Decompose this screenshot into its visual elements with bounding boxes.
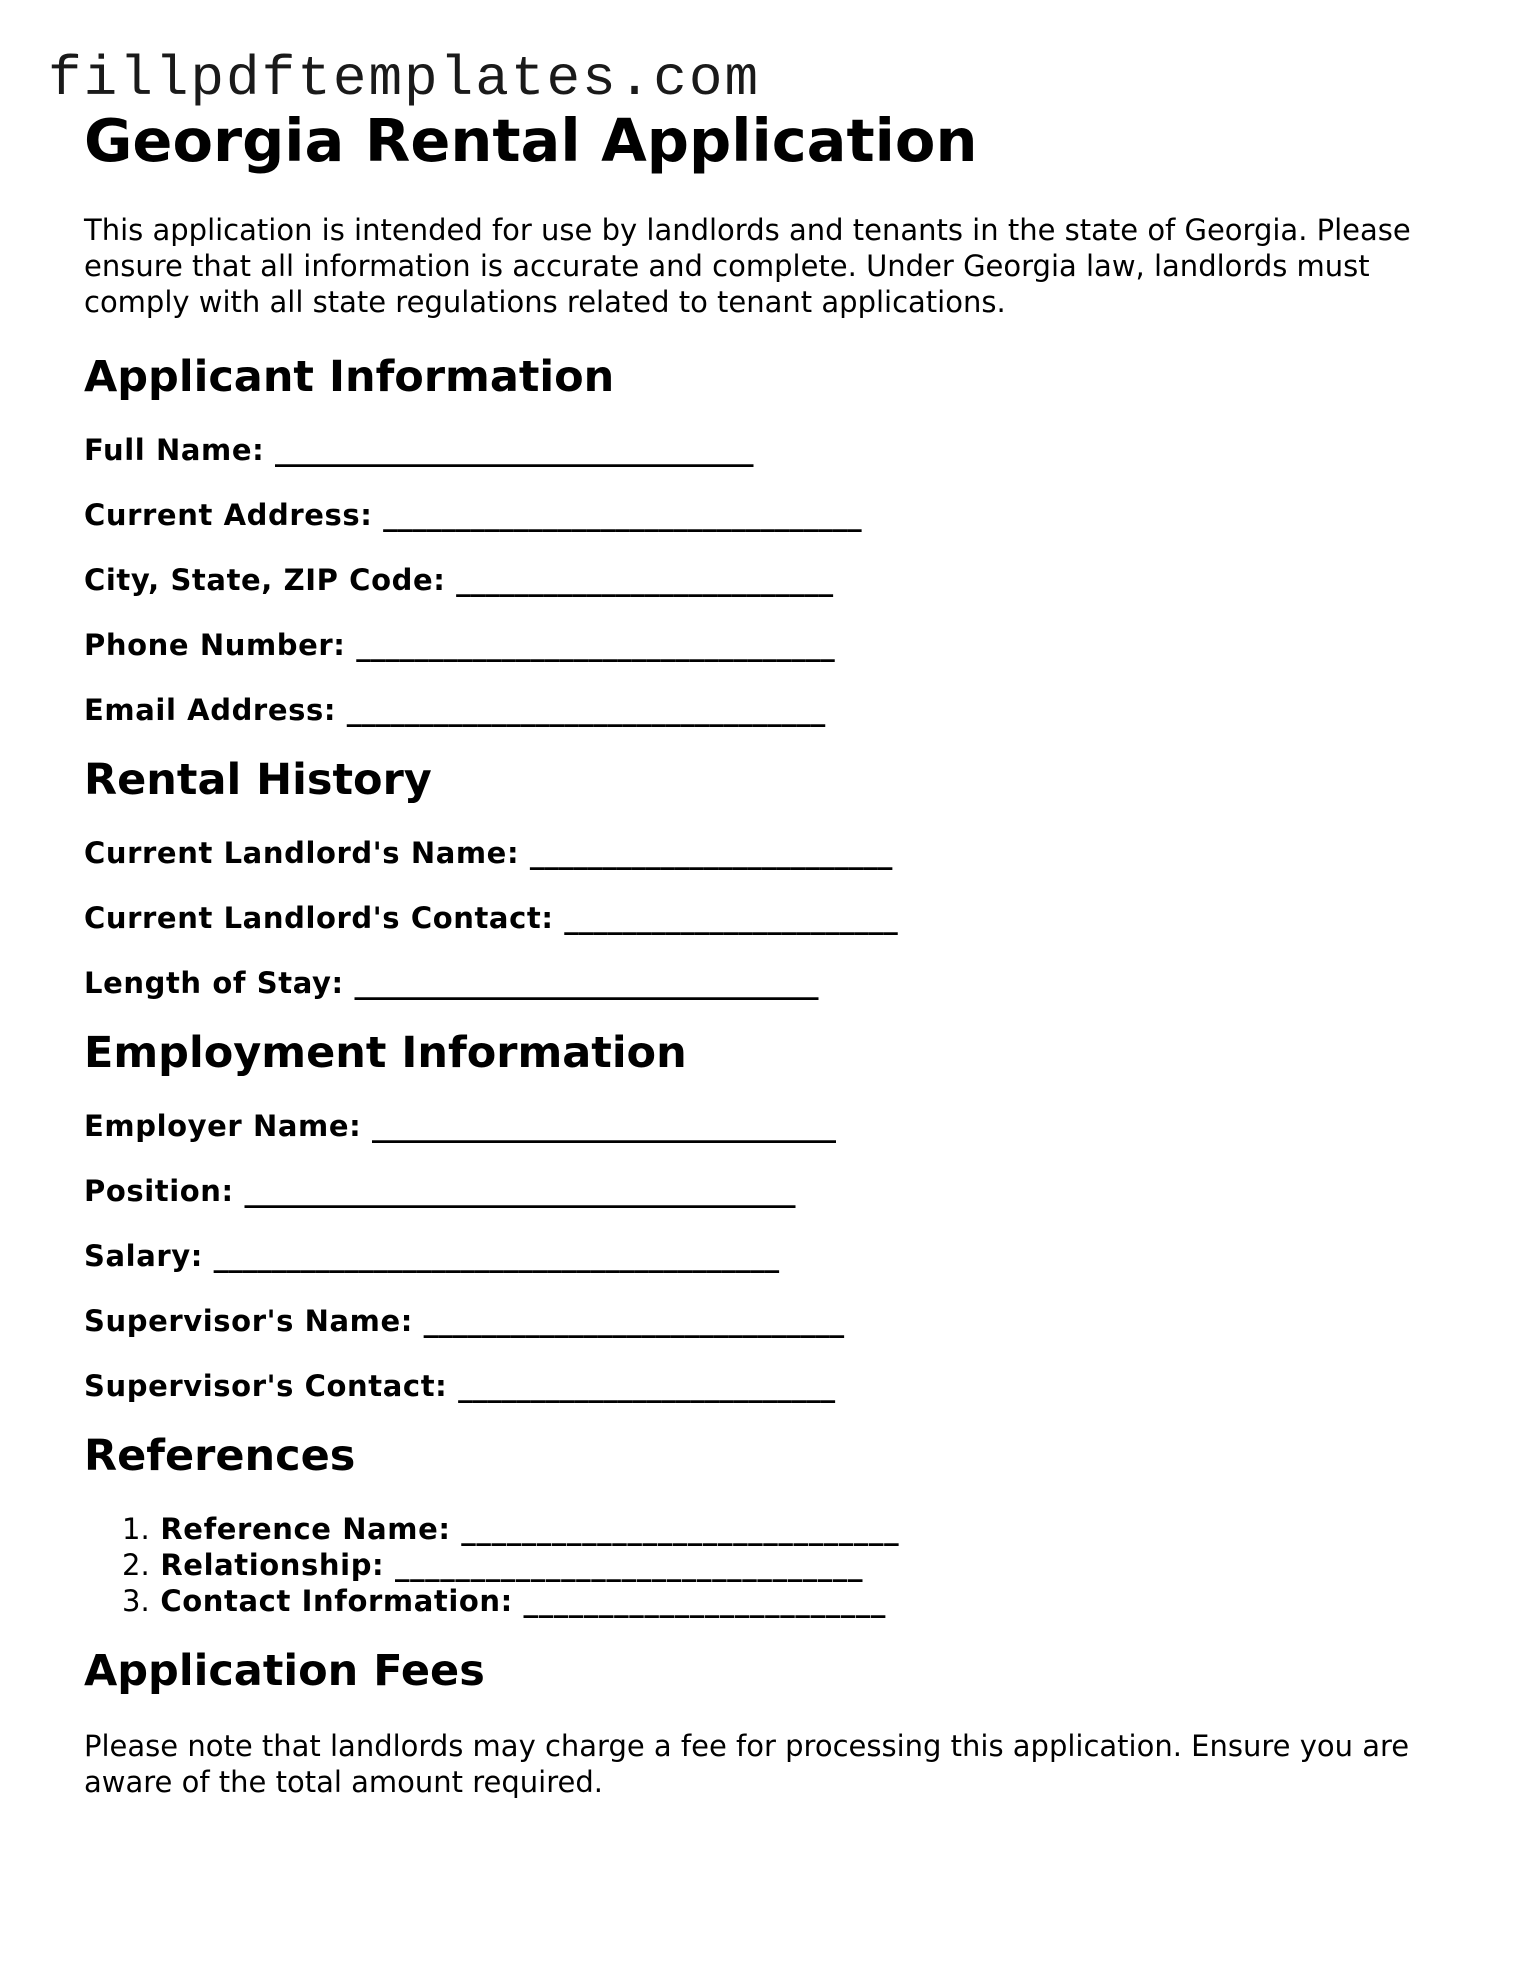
reference-name-item[interactable] bbox=[84, 1511, 1454, 1547]
phone-number-blank[interactable]: _________________________________ bbox=[356, 628, 835, 662]
list-number: 2. bbox=[122, 1548, 150, 1582]
watermark-logo: fillpdftemplates.com bbox=[48, 47, 761, 111]
contact-information-blank[interactable]: ________________________ bbox=[523, 1584, 886, 1618]
full-name-label: Full Name: bbox=[84, 433, 265, 467]
contact-information-label: Contact Information: bbox=[160, 1584, 513, 1618]
employer-name-field[interactable] bbox=[84, 1108, 1454, 1144]
salary-label: Salary: bbox=[84, 1239, 203, 1273]
salary-field[interactable] bbox=[84, 1238, 1454, 1274]
length-of-stay-label: Length of Stay: bbox=[84, 966, 344, 1000]
email-address-field[interactable] bbox=[84, 692, 1454, 728]
landlord-contact-blank[interactable]: _______________________ bbox=[564, 901, 898, 935]
employer-name-label: Employer Name: bbox=[84, 1109, 362, 1143]
employment-section-heading: Employment Information bbox=[84, 1028, 687, 1078]
employer-name-blank[interactable]: ________________________________ bbox=[372, 1109, 837, 1143]
relationship-label: Relationship: bbox=[160, 1548, 385, 1582]
position-label: Position: bbox=[84, 1174, 234, 1208]
contact-information-item[interactable] bbox=[84, 1583, 1454, 1619]
current-address-blank[interactable]: _________________________________ bbox=[383, 498, 862, 532]
reference-name-label: Reference Name: bbox=[160, 1512, 451, 1546]
supervisor-name-blank[interactable]: _____________________________ bbox=[423, 1304, 845, 1338]
rental-history-section-heading: Rental History bbox=[84, 755, 432, 805]
supervisor-contact-label: Supervisor's Contact: bbox=[84, 1369, 448, 1403]
landlord-contact-field[interactable] bbox=[84, 900, 1454, 936]
current-address-field[interactable] bbox=[84, 497, 1454, 533]
fees-note-paragraph: Please note that landlords may charge a fee for processing this application. Ensure you are aware of the total amount required. bbox=[84, 1729, 1410, 1799]
city-state-zip-blank[interactable]: __________________________ bbox=[456, 563, 834, 597]
phone-number-field[interactable] bbox=[84, 627, 1454, 663]
references-section-heading: References bbox=[84, 1431, 356, 1481]
landlord-name-label: Current Landlord's Name: bbox=[84, 836, 520, 870]
salary-blank[interactable]: _______________________________________ bbox=[213, 1239, 780, 1273]
full-name-field[interactable] bbox=[84, 432, 1454, 468]
current-address-label: Current Address: bbox=[84, 498, 373, 532]
length-of-stay-field[interactable] bbox=[84, 965, 1454, 1001]
references-list bbox=[84, 1511, 1454, 1619]
supervisor-name-field[interactable] bbox=[84, 1303, 1454, 1339]
city-state-zip-label: City, State, ZIP Code: bbox=[84, 563, 446, 597]
landlord-name-field[interactable] bbox=[84, 835, 1454, 871]
landlord-name-blank[interactable]: _________________________ bbox=[529, 836, 893, 870]
applicant-section-heading: Applicant Information bbox=[84, 352, 615, 402]
list-number: 3. bbox=[122, 1584, 150, 1618]
phone-number-label: Phone Number: bbox=[84, 628, 346, 662]
list-number: 1. bbox=[122, 1512, 150, 1546]
reference-name-blank[interactable]: _____________________________ bbox=[461, 1512, 900, 1546]
supervisor-contact-blank[interactable]: __________________________ bbox=[458, 1369, 836, 1403]
position-blank[interactable]: ______________________________________ bbox=[244, 1174, 796, 1208]
document-body bbox=[84, 104, 1454, 1800]
length-of-stay-blank[interactable]: ________________________________ bbox=[354, 966, 819, 1000]
relationship-blank[interactable]: _______________________________ bbox=[394, 1548, 864, 1582]
landlord-contact-label: Current Landlord's Contact: bbox=[84, 901, 554, 935]
page-title: Georgia Rental Application bbox=[84, 106, 978, 175]
relationship-item[interactable] bbox=[84, 1547, 1454, 1583]
city-state-zip-field[interactable] bbox=[84, 562, 1454, 598]
email-address-blank[interactable]: _________________________________ bbox=[346, 693, 826, 727]
email-address-label: Email Address: bbox=[84, 693, 337, 727]
full-name-blank[interactable]: _________________________________ bbox=[275, 433, 754, 467]
supervisor-name-label: Supervisor's Name: bbox=[84, 1304, 413, 1338]
application-fees-section-heading: Application Fees bbox=[84, 1646, 485, 1696]
intro-paragraph: This application is intended for use by landlords and tenants in the state of Georgia. Please ensure that all information is accurate and complete. Under Georgia law, landlords must comply with all state regulations related to tenant applications. bbox=[84, 213, 1411, 319]
supervisor-contact-field[interactable] bbox=[84, 1368, 1454, 1404]
position-field[interactable] bbox=[84, 1173, 1454, 1209]
